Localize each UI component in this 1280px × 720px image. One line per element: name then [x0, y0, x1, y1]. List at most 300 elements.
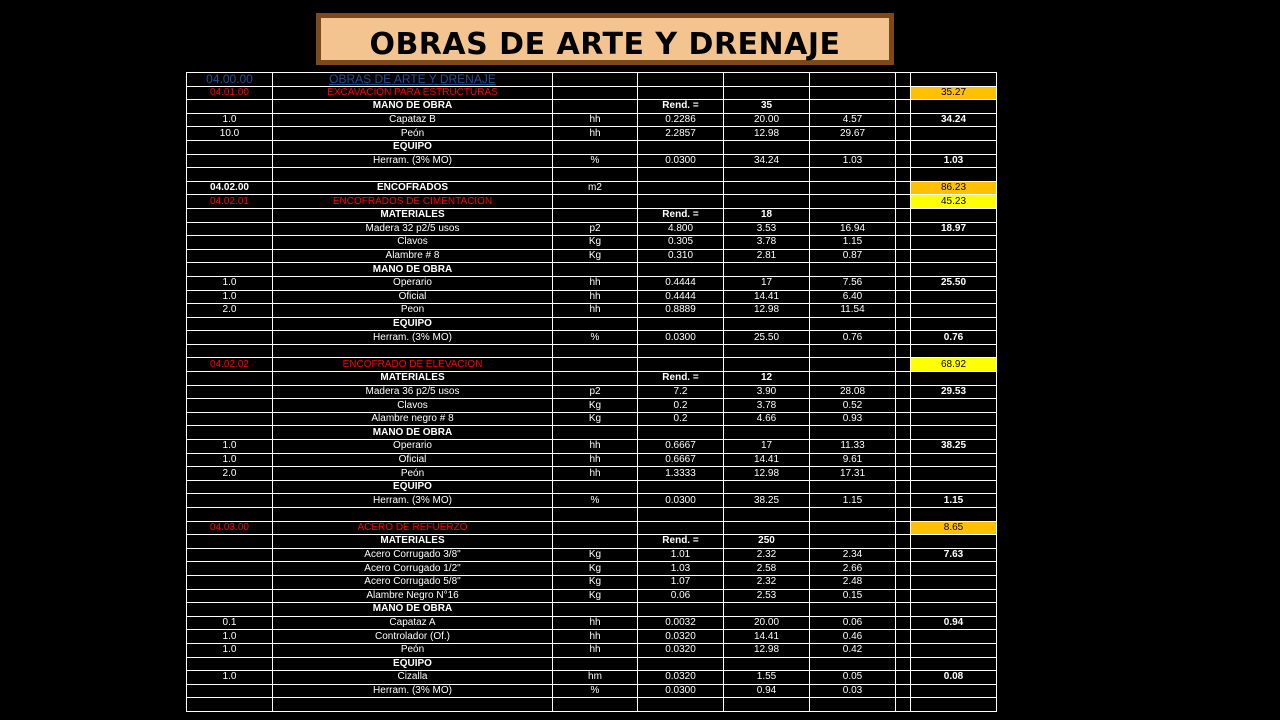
rendimiento-cell[interactable]: 0.4444: [638, 276, 724, 290]
description-cell[interactable]: MATERIALES: [273, 372, 553, 386]
partial-cell[interactable]: [896, 589, 911, 603]
partial-cell[interactable]: [896, 236, 911, 250]
total-cell[interactable]: [911, 508, 997, 522]
partial-cell[interactable]: [896, 195, 911, 209]
unit-cell[interactable]: [553, 657, 638, 671]
code-cell[interactable]: 04.01.00: [187, 86, 273, 100]
total-cell[interactable]: [911, 249, 997, 263]
description-cell[interactable]: [273, 508, 553, 522]
unit-cell[interactable]: Kg: [553, 548, 638, 562]
total-cell[interactable]: [911, 426, 997, 440]
unit-cell[interactable]: p2: [553, 385, 638, 399]
code-cell[interactable]: [187, 372, 273, 386]
rendimiento-cell[interactable]: 0.0300: [638, 684, 724, 698]
total-cell[interactable]: [911, 73, 997, 87]
rendimiento-cell[interactable]: 0.8889: [638, 304, 724, 318]
partial-cell[interactable]: [896, 249, 911, 263]
rendimiento-cell[interactable]: 2.2857: [638, 127, 724, 141]
code-cell[interactable]: 1.0: [187, 630, 273, 644]
description-cell[interactable]: EQUIPO: [273, 480, 553, 494]
rendimiento-cell[interactable]: 0.0320: [638, 643, 724, 657]
code-cell[interactable]: [187, 603, 273, 617]
description-cell[interactable]: EQUIPO: [273, 140, 553, 154]
partial-cell[interactable]: [896, 562, 911, 576]
description-cell[interactable]: MANO DE OBRA: [273, 263, 553, 277]
description-cell[interactable]: EQUIPO: [273, 657, 553, 671]
description-cell[interactable]: Herram. (3% MO): [273, 684, 553, 698]
quantity-cell[interactable]: [724, 140, 810, 154]
rendimiento-cell[interactable]: Rend. =: [638, 100, 724, 114]
price-cell[interactable]: 0.05: [810, 671, 896, 685]
code-cell[interactable]: [187, 168, 273, 182]
price-cell[interactable]: 4.57: [810, 113, 896, 127]
code-cell[interactable]: [187, 344, 273, 358]
unit-cell[interactable]: %: [553, 331, 638, 345]
price-cell[interactable]: [810, 263, 896, 277]
description-cell[interactable]: Herram. (3% MO): [273, 331, 553, 345]
partial-cell[interactable]: [896, 331, 911, 345]
quantity-cell[interactable]: [724, 181, 810, 195]
quantity-cell[interactable]: 2.32: [724, 548, 810, 562]
code-cell[interactable]: 04.03.00: [187, 521, 273, 535]
partial-cell[interactable]: [896, 521, 911, 535]
code-cell[interactable]: 1.0: [187, 276, 273, 290]
price-cell[interactable]: [810, 657, 896, 671]
price-cell[interactable]: [810, 698, 896, 712]
price-cell[interactable]: 2.48: [810, 575, 896, 589]
quantity-cell[interactable]: 2.53: [724, 589, 810, 603]
partial-cell[interactable]: [896, 385, 911, 399]
unit-cell[interactable]: [553, 358, 638, 372]
price-cell[interactable]: [810, 480, 896, 494]
rendimiento-cell[interactable]: [638, 521, 724, 535]
partial-cell[interactable]: [896, 154, 911, 168]
code-cell[interactable]: 0.1: [187, 616, 273, 630]
partial-cell[interactable]: [896, 181, 911, 195]
partial-cell[interactable]: [896, 73, 911, 87]
total-cell[interactable]: 1.03: [911, 154, 997, 168]
quantity-cell[interactable]: [724, 86, 810, 100]
total-cell[interactable]: 34.24: [911, 113, 997, 127]
rendimiento-cell[interactable]: 0.0320: [638, 671, 724, 685]
code-cell[interactable]: 2.0: [187, 304, 273, 318]
unit-cell[interactable]: hh: [553, 127, 638, 141]
code-cell[interactable]: [187, 249, 273, 263]
code-cell[interactable]: 1.0: [187, 453, 273, 467]
description-cell[interactable]: OBRAS DE ARTE Y DRENAJE: [273, 73, 553, 87]
code-cell[interactable]: [187, 684, 273, 698]
total-cell[interactable]: [911, 603, 997, 617]
description-cell[interactable]: [273, 168, 553, 182]
total-cell[interactable]: [911, 208, 997, 222]
partial-cell[interactable]: [896, 86, 911, 100]
rendimiento-cell[interactable]: 1.01: [638, 548, 724, 562]
price-cell[interactable]: [810, 208, 896, 222]
price-cell[interactable]: 2.66: [810, 562, 896, 576]
quantity-cell[interactable]: 14.41: [724, 290, 810, 304]
partial-cell[interactable]: [896, 643, 911, 657]
rendimiento-cell[interactable]: 1.3333: [638, 467, 724, 481]
code-cell[interactable]: [187, 331, 273, 345]
total-cell[interactable]: [911, 290, 997, 304]
price-cell[interactable]: [810, 140, 896, 154]
description-cell[interactable]: Operario: [273, 440, 553, 454]
code-cell[interactable]: [187, 575, 273, 589]
description-cell[interactable]: EXCAVACION PARA ESTRUCTURAS: [273, 86, 553, 100]
total-cell[interactable]: [911, 344, 997, 358]
code-cell[interactable]: [187, 535, 273, 549]
total-cell[interactable]: 0.76: [911, 331, 997, 345]
description-cell[interactable]: Alambre Negro N°16: [273, 589, 553, 603]
unit-cell[interactable]: hm: [553, 671, 638, 685]
unit-cell[interactable]: hh: [553, 630, 638, 644]
partial-cell[interactable]: [896, 263, 911, 277]
description-cell[interactable]: MATERIALES: [273, 535, 553, 549]
description-cell[interactable]: Alambre negro # 8: [273, 412, 553, 426]
rendimiento-cell[interactable]: 1.07: [638, 575, 724, 589]
code-cell[interactable]: [187, 222, 273, 236]
quantity-cell[interactable]: [724, 603, 810, 617]
total-cell[interactable]: [911, 317, 997, 331]
price-cell[interactable]: [810, 358, 896, 372]
unit-cell[interactable]: [553, 480, 638, 494]
unit-cell[interactable]: [553, 372, 638, 386]
unit-cell[interactable]: Kg: [553, 249, 638, 263]
unit-cell[interactable]: hh: [553, 453, 638, 467]
description-cell[interactable]: Madera 36 p2/5 usos: [273, 385, 553, 399]
price-cell[interactable]: 16.94: [810, 222, 896, 236]
price-cell[interactable]: 0.52: [810, 399, 896, 413]
price-cell[interactable]: 2.34: [810, 548, 896, 562]
partial-cell[interactable]: [896, 412, 911, 426]
total-cell[interactable]: [911, 140, 997, 154]
total-cell[interactable]: [911, 453, 997, 467]
description-cell[interactable]: EQUIPO: [273, 317, 553, 331]
code-cell[interactable]: [187, 263, 273, 277]
price-cell[interactable]: [810, 100, 896, 114]
price-cell[interactable]: [810, 73, 896, 87]
unit-cell[interactable]: [553, 208, 638, 222]
quantity-cell[interactable]: [724, 195, 810, 209]
unit-cell[interactable]: [553, 168, 638, 182]
unit-cell[interactable]: hh: [553, 113, 638, 127]
unit-cell[interactable]: Kg: [553, 236, 638, 250]
unit-cell[interactable]: [553, 344, 638, 358]
total-cell[interactable]: [911, 100, 997, 114]
unit-cell[interactable]: hh: [553, 616, 638, 630]
price-cell[interactable]: [810, 168, 896, 182]
quantity-cell[interactable]: 3.90: [724, 385, 810, 399]
description-cell[interactable]: Peón: [273, 467, 553, 481]
quantity-cell[interactable]: 0.94: [724, 684, 810, 698]
code-cell[interactable]: [187, 236, 273, 250]
rendimiento-cell[interactable]: [638, 73, 724, 87]
quantity-cell[interactable]: [724, 480, 810, 494]
price-cell[interactable]: 0.93: [810, 412, 896, 426]
total-cell[interactable]: [911, 684, 997, 698]
unit-cell[interactable]: [553, 86, 638, 100]
code-cell[interactable]: 1.0: [187, 671, 273, 685]
total-cell[interactable]: 7.63: [911, 548, 997, 562]
price-cell[interactable]: [810, 508, 896, 522]
description-cell[interactable]: Acero Corrugado 3/8": [273, 548, 553, 562]
description-cell[interactable]: ENCOFRADO DE ELEVACION: [273, 358, 553, 372]
price-cell[interactable]: 1.15: [810, 236, 896, 250]
rendimiento-cell[interactable]: 0.0300: [638, 494, 724, 508]
price-cell[interactable]: 0.03: [810, 684, 896, 698]
description-cell[interactable]: MATERIALES: [273, 208, 553, 222]
total-cell[interactable]: 38.25: [911, 440, 997, 454]
rendimiento-cell[interactable]: [638, 86, 724, 100]
price-cell[interactable]: [810, 372, 896, 386]
description-cell[interactable]: MANO DE OBRA: [273, 426, 553, 440]
partial-cell[interactable]: [896, 508, 911, 522]
code-cell[interactable]: 1.0: [187, 643, 273, 657]
total-cell[interactable]: [911, 575, 997, 589]
total-cell[interactable]: 35.27: [911, 86, 997, 100]
partial-cell[interactable]: [896, 494, 911, 508]
total-cell[interactable]: [911, 127, 997, 141]
rendimiento-cell[interactable]: 0.6667: [638, 453, 724, 467]
partial-cell[interactable]: [896, 603, 911, 617]
rendimiento-cell[interactable]: [638, 698, 724, 712]
price-cell[interactable]: 0.42: [810, 643, 896, 657]
total-cell[interactable]: 45.23: [911, 195, 997, 209]
unit-cell[interactable]: [553, 140, 638, 154]
description-cell[interactable]: MANO DE OBRA: [273, 603, 553, 617]
unit-cell[interactable]: [553, 426, 638, 440]
description-cell[interactable]: Peón: [273, 127, 553, 141]
partial-cell[interactable]: [896, 399, 911, 413]
total-cell[interactable]: 68.92: [911, 358, 997, 372]
price-cell[interactable]: [810, 521, 896, 535]
total-cell[interactable]: 0.94: [911, 616, 997, 630]
total-cell[interactable]: 25.50: [911, 276, 997, 290]
partial-cell[interactable]: [896, 168, 911, 182]
price-cell[interactable]: [810, 344, 896, 358]
partial-cell[interactable]: [896, 140, 911, 154]
code-cell[interactable]: [187, 154, 273, 168]
total-cell[interactable]: [911, 480, 997, 494]
description-cell[interactable]: ACERO DE REFUERZO: [273, 521, 553, 535]
code-cell[interactable]: [187, 208, 273, 222]
partial-cell[interactable]: [896, 453, 911, 467]
code-cell[interactable]: [187, 399, 273, 413]
total-cell[interactable]: [911, 236, 997, 250]
price-cell[interactable]: 6.40: [810, 290, 896, 304]
unit-cell[interactable]: Kg: [553, 575, 638, 589]
code-cell[interactable]: 04.02.00: [187, 181, 273, 195]
rendimiento-cell[interactable]: 0.0032: [638, 616, 724, 630]
partial-cell[interactable]: [896, 467, 911, 481]
partial-cell[interactable]: [896, 616, 911, 630]
total-cell[interactable]: 86.23: [911, 181, 997, 195]
rendimiento-cell[interactable]: [638, 480, 724, 494]
quantity-cell[interactable]: 12.98: [724, 304, 810, 318]
rendimiento-cell[interactable]: [638, 603, 724, 617]
code-cell[interactable]: [187, 480, 273, 494]
quantity-cell[interactable]: 12.98: [724, 643, 810, 657]
partial-cell[interactable]: [896, 344, 911, 358]
description-cell[interactable]: Oficial: [273, 290, 553, 304]
unit-cell[interactable]: hh: [553, 440, 638, 454]
description-cell[interactable]: Peón: [273, 643, 553, 657]
partial-cell[interactable]: [896, 698, 911, 712]
price-cell[interactable]: 11.54: [810, 304, 896, 318]
code-cell[interactable]: [187, 140, 273, 154]
unit-cell[interactable]: hh: [553, 643, 638, 657]
unit-cell[interactable]: hh: [553, 290, 638, 304]
description-cell[interactable]: Clavos: [273, 236, 553, 250]
quantity-cell[interactable]: 2.32: [724, 575, 810, 589]
description-cell[interactable]: Peon: [273, 304, 553, 318]
rendimiento-cell[interactable]: 0.4444: [638, 290, 724, 304]
unit-cell[interactable]: [553, 263, 638, 277]
quantity-cell[interactable]: 250: [724, 535, 810, 549]
description-cell[interactable]: [273, 698, 553, 712]
partial-cell[interactable]: [896, 127, 911, 141]
price-cell[interactable]: 0.76: [810, 331, 896, 345]
code-cell[interactable]: 2.0: [187, 467, 273, 481]
partial-cell[interactable]: [896, 358, 911, 372]
rendimiento-cell[interactable]: 0.06: [638, 589, 724, 603]
quantity-cell[interactable]: 35: [724, 100, 810, 114]
unit-cell[interactable]: m2: [553, 181, 638, 195]
price-cell[interactable]: 0.87: [810, 249, 896, 263]
rendimiento-cell[interactable]: 7.2: [638, 385, 724, 399]
total-cell[interactable]: [911, 630, 997, 644]
description-cell[interactable]: Alambre # 8: [273, 249, 553, 263]
code-cell[interactable]: [187, 426, 273, 440]
partial-cell[interactable]: [896, 657, 911, 671]
rendimiento-cell[interactable]: 4.800: [638, 222, 724, 236]
code-cell[interactable]: [187, 589, 273, 603]
price-cell[interactable]: 7.56: [810, 276, 896, 290]
description-cell[interactable]: ENCOFRADOS: [273, 181, 553, 195]
partial-cell[interactable]: [896, 535, 911, 549]
code-cell[interactable]: 04.00.00: [187, 73, 273, 87]
quantity-cell[interactable]: 34.24: [724, 154, 810, 168]
description-cell[interactable]: Herram. (3% MO): [273, 494, 553, 508]
partial-cell[interactable]: [896, 575, 911, 589]
description-cell[interactable]: MANO DE OBRA: [273, 100, 553, 114]
quantity-cell[interactable]: 2.58: [724, 562, 810, 576]
quantity-cell[interactable]: 4.66: [724, 412, 810, 426]
code-cell[interactable]: [187, 698, 273, 712]
unit-cell[interactable]: hh: [553, 276, 638, 290]
quantity-cell[interactable]: 3.78: [724, 236, 810, 250]
total-cell[interactable]: [911, 263, 997, 277]
rendimiento-cell[interactable]: [638, 263, 724, 277]
rendimiento-cell[interactable]: Rend. =: [638, 535, 724, 549]
partial-cell[interactable]: [896, 222, 911, 236]
code-cell[interactable]: [187, 548, 273, 562]
total-cell[interactable]: 1.15: [911, 494, 997, 508]
rendimiento-cell[interactable]: [638, 195, 724, 209]
total-cell[interactable]: [911, 399, 997, 413]
rendimiento-cell[interactable]: 0.2: [638, 412, 724, 426]
code-cell[interactable]: 04.02.02: [187, 358, 273, 372]
description-cell[interactable]: ENCOFRADOS DE CIMENTACION: [273, 195, 553, 209]
code-cell[interactable]: [187, 385, 273, 399]
code-cell[interactable]: 1.0: [187, 440, 273, 454]
code-cell[interactable]: 10.0: [187, 127, 273, 141]
description-cell[interactable]: Capataz B: [273, 113, 553, 127]
quantity-cell[interactable]: 38.25: [724, 494, 810, 508]
unit-cell[interactable]: Kg: [553, 562, 638, 576]
partial-cell[interactable]: [896, 317, 911, 331]
code-cell[interactable]: 04.02.01: [187, 195, 273, 209]
total-cell[interactable]: [911, 372, 997, 386]
partial-cell[interactable]: [896, 548, 911, 562]
partial-cell[interactable]: [896, 630, 911, 644]
partial-cell[interactable]: [896, 684, 911, 698]
code-cell[interactable]: [187, 100, 273, 114]
description-cell[interactable]: Acero Corrugado 5/8": [273, 575, 553, 589]
rendimiento-cell[interactable]: [638, 140, 724, 154]
rendimiento-cell[interactable]: 0.0300: [638, 154, 724, 168]
unit-cell[interactable]: hh: [553, 467, 638, 481]
total-cell[interactable]: 18.97: [911, 222, 997, 236]
total-cell[interactable]: [911, 657, 997, 671]
code-cell[interactable]: [187, 412, 273, 426]
quantity-cell[interactable]: [724, 73, 810, 87]
price-cell[interactable]: 28.08: [810, 385, 896, 399]
total-cell[interactable]: [911, 412, 997, 426]
unit-cell[interactable]: hh: [553, 304, 638, 318]
total-cell[interactable]: [911, 168, 997, 182]
unit-cell[interactable]: Kg: [553, 589, 638, 603]
description-cell[interactable]: [273, 344, 553, 358]
rendimiento-cell[interactable]: [638, 508, 724, 522]
unit-cell[interactable]: [553, 100, 638, 114]
price-cell[interactable]: 1.15: [810, 494, 896, 508]
quantity-cell[interactable]: 12: [724, 372, 810, 386]
total-cell[interactable]: [911, 304, 997, 318]
price-cell[interactable]: 0.06: [810, 616, 896, 630]
quantity-cell[interactable]: 3.78: [724, 399, 810, 413]
price-cell[interactable]: [810, 317, 896, 331]
total-cell[interactable]: 8.65: [911, 521, 997, 535]
quantity-cell[interactable]: 17: [724, 276, 810, 290]
quantity-cell[interactable]: [724, 426, 810, 440]
unit-cell[interactable]: %: [553, 494, 638, 508]
rendimiento-cell[interactable]: 1.03: [638, 562, 724, 576]
quantity-cell[interactable]: 25.50: [724, 331, 810, 345]
rendimiento-cell[interactable]: 0.0300: [638, 331, 724, 345]
unit-cell[interactable]: %: [553, 684, 638, 698]
total-cell[interactable]: [911, 643, 997, 657]
price-cell[interactable]: [810, 426, 896, 440]
partial-cell[interactable]: [896, 208, 911, 222]
partial-cell[interactable]: [896, 671, 911, 685]
unit-cell[interactable]: %: [553, 154, 638, 168]
quantity-cell[interactable]: 18: [724, 208, 810, 222]
unit-cell[interactable]: Kg: [553, 399, 638, 413]
description-cell[interactable]: Clavos: [273, 399, 553, 413]
price-cell[interactable]: [810, 195, 896, 209]
quantity-cell[interactable]: [724, 263, 810, 277]
price-cell[interactable]: [810, 535, 896, 549]
unit-cell[interactable]: [553, 195, 638, 209]
price-cell[interactable]: 17.31: [810, 467, 896, 481]
rendimiento-cell[interactable]: [638, 317, 724, 331]
description-cell[interactable]: Capataz A: [273, 616, 553, 630]
unit-cell[interactable]: [553, 535, 638, 549]
quantity-cell[interactable]: [724, 698, 810, 712]
rendimiento-cell[interactable]: Rend. =: [638, 372, 724, 386]
price-cell[interactable]: [810, 86, 896, 100]
